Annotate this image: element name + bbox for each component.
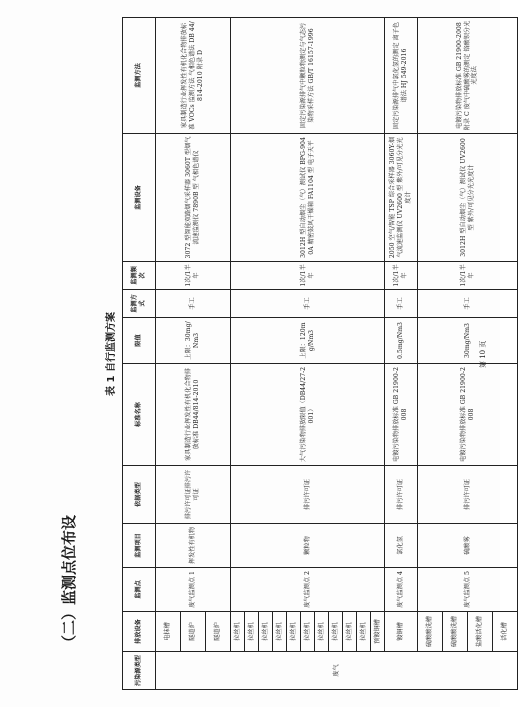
standard-cell: 电镀污染物排放标准 GB 21900-2008 <box>418 364 518 466</box>
equipment-cell: 隧道炉 <box>181 612 206 652</box>
method-cell: 固定污染源排气中氯化氢的测定 离子色谱法 HJ 549-2016 <box>385 18 418 134</box>
point-cell: 废气监测点 4 <box>385 568 418 612</box>
header-cell: 监测设备 <box>123 134 156 262</box>
header-cell: 排放设备 <box>123 612 156 652</box>
limit-cell: 上限：30mg/Nm3 <box>156 318 231 364</box>
standard-cell: 电镀污染物排放标准 GB 21900-2008 <box>385 364 418 466</box>
equipment-cell: 硫酸酸洗槽 <box>443 612 468 652</box>
freq-cell: 1次/1半年 <box>156 262 231 290</box>
point-cell: 废气监测点 1 <box>156 568 231 612</box>
header-cell: 监测方法 <box>123 18 156 134</box>
table-caption: 表 1 自行监测方案 <box>106 312 117 396</box>
point-cell: 废气监测点 2 <box>231 568 385 612</box>
freq-cell: 1次/1半年 <box>418 262 518 290</box>
limit-cell: 上限：120mg/Nm3 <box>231 318 385 364</box>
equipment-cell: 拉丝机 <box>357 612 371 652</box>
equipment-cell: 拉丝机 <box>231 612 245 652</box>
item-cell: 颗粒物 <box>231 524 385 568</box>
equipment-cell: 活化槽 <box>493 612 518 652</box>
table-header-row <box>123 18 156 690</box>
header-cell: 污染源类型 <box>123 652 156 690</box>
equipment-cell: 拉丝机 <box>329 612 343 652</box>
device-cell: 3072 型智能双路烟气采样器 3060T 型烟气流速监测仪 7890B 型 气相色谱仪 <box>156 134 231 262</box>
limit-cell: 0.5mg/Nm3 <box>385 318 418 364</box>
basis-cell: 排污许可证 <box>385 466 418 524</box>
device-cell: 3012H 型自动烟尘（气）测试仪 UV2600 型 紫外/可见分光光度计 <box>418 134 518 262</box>
equipment-cell: 电抹槽 <box>156 612 181 652</box>
equipment-cell: 隧道炉 <box>206 612 231 652</box>
equipment-cell: 拉丝机 <box>301 612 315 652</box>
item-cell: 氯化氢 <box>385 524 418 568</box>
header-cell: 监测项目 <box>123 524 156 568</box>
equipment-cell: 拉丝机 <box>273 612 287 652</box>
point-cell: 废气监测点 5 <box>418 568 518 612</box>
item-cell: 挥发性有机物 <box>156 524 231 568</box>
mode-cell: 手工 <box>418 290 518 318</box>
standard-cell: 家具制造行业挥发性有机化合物排放标准 DB44/814-2010 <box>156 364 231 466</box>
table-row <box>418 18 443 690</box>
header-cell: 监测点 <box>123 568 156 612</box>
monitoring-plan-table <box>122 17 518 690</box>
equipment-cell: 拉丝机 <box>287 612 301 652</box>
basis-cell: 排污许可证 <box>231 466 385 524</box>
limit-cell: 30mg/Nm3 <box>418 318 518 364</box>
equipment-cell: 拉丝机 <box>343 612 357 652</box>
equipment-cell: 拉丝机 <box>315 612 329 652</box>
mode-cell: 手工 <box>231 290 385 318</box>
table-row <box>385 18 418 690</box>
header-cell: 监测频次 <box>123 262 156 290</box>
equipment-cell: 预镀铜槽 <box>371 612 385 652</box>
basis-cell: 排污许可证 <box>418 466 518 524</box>
standard-cell: 大气污染物排放限值（DB44/27-2001） <box>231 364 385 466</box>
equipment-cell: 拉丝机 <box>259 612 273 652</box>
method-cell: 家具制造行业挥发性有机化合物排放标准 VOCs 监测方法 气相色谱法 DB 44/814-2010 附录 D <box>156 18 231 134</box>
item-cell: 硫酸雾 <box>418 524 518 568</box>
table-row <box>231 18 245 690</box>
pollution-type-cell: 废气 <box>156 652 518 690</box>
freq-cell: 1次/1半年 <box>231 262 385 290</box>
basis-cell: 排污许可证排污许可证 <box>156 466 231 524</box>
header-cell: 依据类型 <box>123 466 156 524</box>
method-cell: 电镀污染物排放标准 GB 21900-2008 附录 C 废气中硫酸雾的测定 铬酸钡分光光度法 <box>418 18 518 134</box>
device-cell: 3012H 型自动烟尘（气）测试仪 BPG-9040A 精密鼓风干燥箱 FA1104 型 电子天平 <box>231 134 385 262</box>
freq-cell: 1次/1半年 <box>385 262 418 290</box>
table-row <box>156 18 181 690</box>
mode-cell: 手工 <box>385 290 418 318</box>
equipment-cell: 镀铜槽 <box>385 612 418 652</box>
method-cell: 固定污染源排气中颗粒物测定与气态污染物采样方法 GB/T 16157-1996 <box>231 18 385 134</box>
header-cell: 标准名称 <box>123 364 156 466</box>
page-number: 第 10 页 <box>479 340 487 368</box>
header-cell: 监测方式 <box>123 290 156 318</box>
equipment-cell: 盐酸活化槽 <box>468 612 493 652</box>
equipment-cell: 硫酸酸洗槽 <box>418 612 443 652</box>
header-cell: 限值 <box>123 318 156 364</box>
equipment-cell: 拉丝机 <box>245 612 259 652</box>
mode-cell: 手工 <box>156 290 231 318</box>
section-heading: （二）监测点位布设 <box>60 514 78 650</box>
device-cell: 2050 空气/智能 TSP 综合采样器 3060Y-烟气流速监测仪 UV2600 型 紫外/可见分光光度计 <box>385 134 418 262</box>
